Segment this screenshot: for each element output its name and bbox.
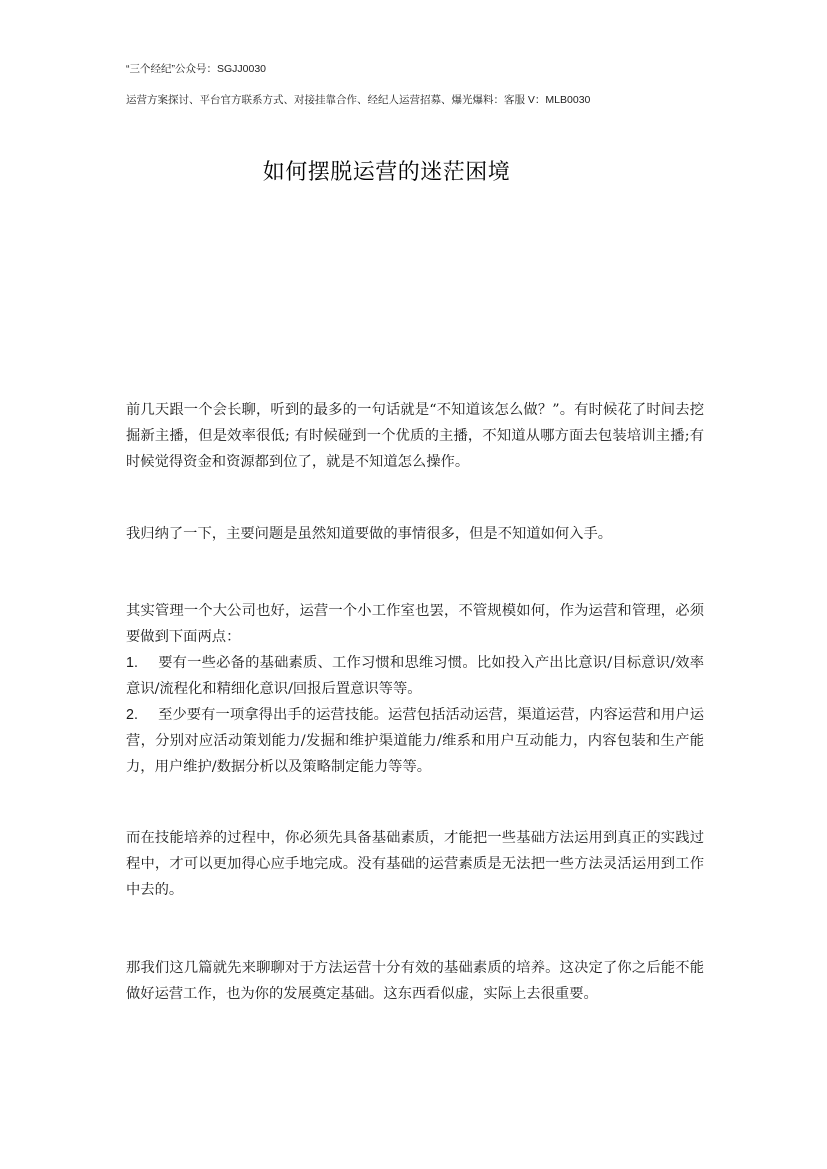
paragraph-conclusion: 那我们这几篇就先来聊聊对于方法运营十分有效的基础素质的培养。这决定了你之后能不能做好运营工作，也为你的发展奠定基础。这东西看似虚，实际上去很重要。 (126, 960, 704, 1002)
paragraph-skills: 而在技能培养的过程中，你必须先具备基础素质，才能把一些基础方法运用到真正的实践过程中，才可以更加得心应手地完成。没有基础的运营素质是无法把一些方法灵活运用到工作中去的。 (126, 830, 704, 898)
list-item-number: 2. (126, 707, 138, 723)
requirements-intro: 其实管理一个大公司也好，运营一个小工作室也罢，不管规模如何，作为运营和管理，必须要做到下面两点： (126, 603, 704, 645)
list-item-number: 1. (126, 655, 138, 671)
paragraph-requirements (126, 598, 704, 780)
header-account-line: “三个经纪”公众号：SGJJ0030 (126, 63, 267, 75)
paragraph-summary: 我归纳了一下，主要问题是虽然知道要做的事情很多，但是不知道如何入手。 (126, 526, 613, 542)
list-item (126, 650, 704, 702)
list-item (126, 702, 704, 780)
header-contact-line: 运营方案探讨、平台官方联系方式、对接挂靠合作、经纪人运营招募、爆光爆料：客服 V：MLB0030 (126, 94, 591, 106)
paragraph-intro: 前几天跟一个会长聊，听到的最多的一句话就是“不知道该怎么做？”。有时候花了时间去挖掘新主播，但是效率很低; 有时候碰到一个优质的主播，不知道从哪方面去包装培训主播;有时候觉得资金和资源都到位了，就是不知道怎么操作。 (126, 402, 704, 470)
list-item-text: 至少要有一项拿得出手的运营技能。运营包括活动运营，渠道运营，内容运营和用户运营，分别对应活动策划能力/发掘和维护渠道能力/维系和用户互动能力，内容包装和生产能力，用户维护/数据分析以及策略制定能力等等。 (126, 707, 704, 775)
list-item-text: 要有一些必备的基础素质、工作习惯和思维习惯。比如投入产出比意识/目标意识/效率意识/流程化和精细化意识/回报后置意识等等。 (126, 655, 704, 697)
page-title: 如何摆脱运营的迷茫困境 (262, 160, 511, 185)
